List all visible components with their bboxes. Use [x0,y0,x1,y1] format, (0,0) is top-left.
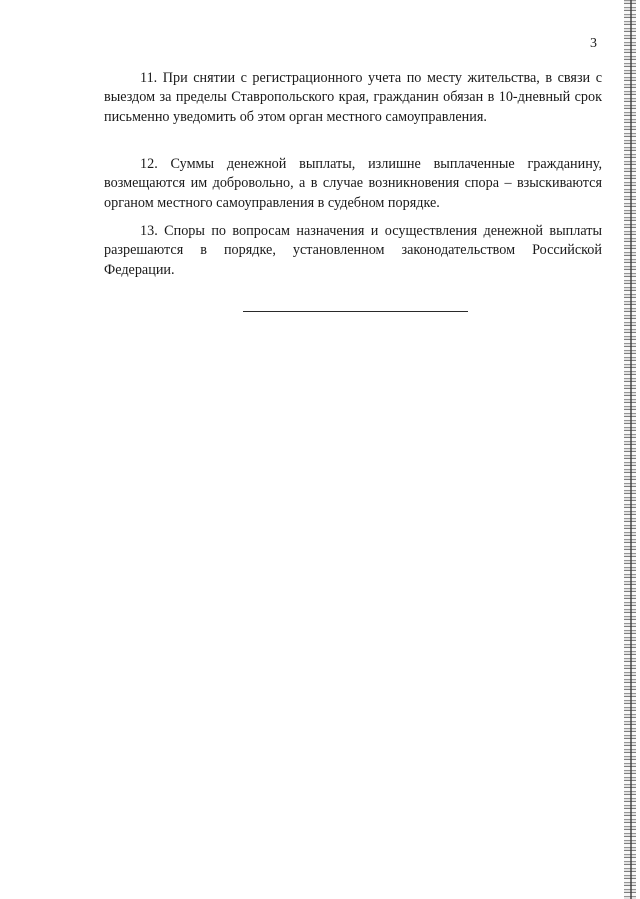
page-number: 3 [590,36,597,51]
end-of-document-rule [243,311,468,312]
paragraph-12: 12. Суммы денежной выплаты, излишне выплаченные гражданину, возмещаются им добровольно, а в случае возникновения спора – взыскиваются органом местного самоуправления в судебном порядке. [104,156,602,211]
scan-edge-line [630,0,632,899]
paragraph-11: 11. При снятии с регистрационного учета по месту жительства, в связи с выездом за пределы Ставропольского края, гражданин обязан в 10-дневный срок письменно уведомить об этом орган местного самоуправления. [104,70,602,125]
paragraph-13: 13. Споры по вопросам назначения и осуществления денежной выплаты разрешаются в порядке, установленном законодательством Российской Федерации. [104,223,602,278]
